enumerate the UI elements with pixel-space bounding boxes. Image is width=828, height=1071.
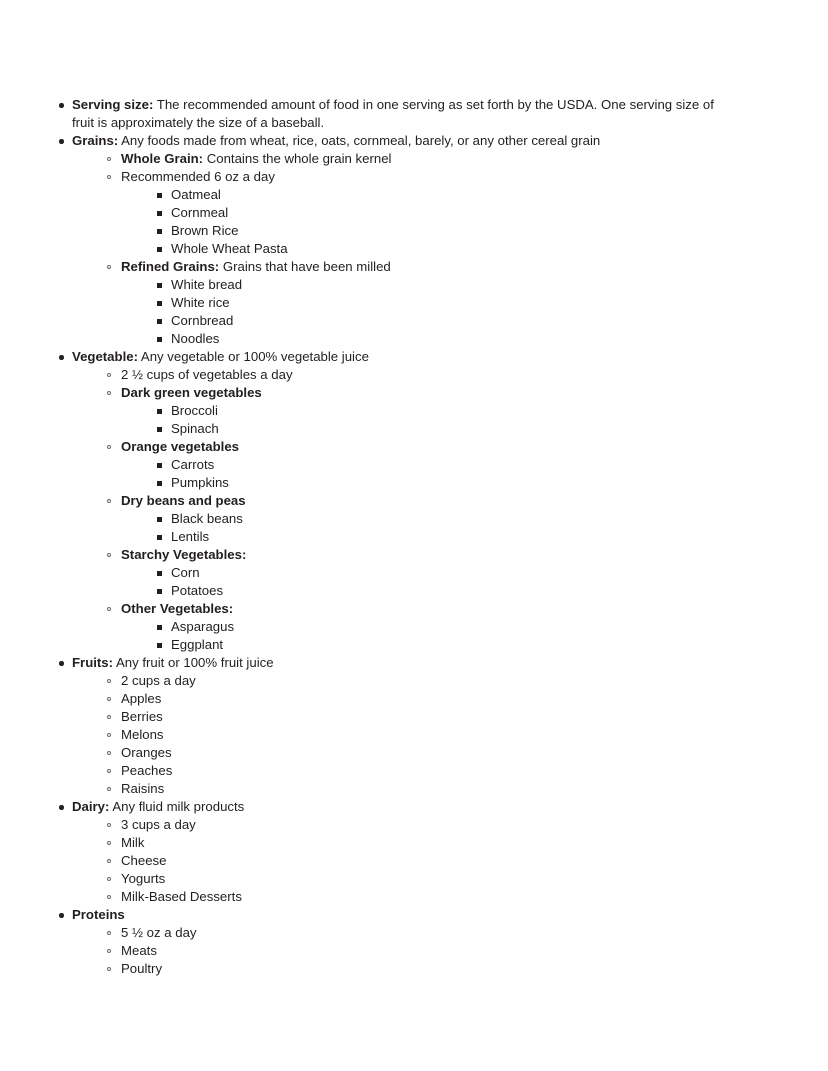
outline-item-text: Any vegetable or 100% vegetable juice [140, 349, 369, 364]
outline-item-row [171, 330, 733, 348]
outline-level-2-list [100, 150, 733, 348]
outline-item-whole-wheat-pasta [151, 240, 733, 258]
outline-item-row [121, 672, 733, 690]
outline-item-white-bread [151, 276, 733, 294]
outline-level-3-list [151, 456, 733, 492]
outline-item-text: Milk-Based Desserts [121, 889, 242, 904]
outline-item-row [171, 510, 733, 528]
outline-item-row [121, 744, 733, 762]
outline-item-row [171, 204, 733, 222]
outline-level-2-list [100, 924, 733, 978]
outline-item-row [121, 870, 733, 888]
outline-item-poultry [100, 960, 733, 978]
outline-item-row [72, 906, 733, 924]
outline-item-black-beans [151, 510, 733, 528]
outline-item-row [171, 564, 733, 582]
outline-item-noodles [151, 330, 733, 348]
outline-item-text: Whole Wheat Pasta [171, 241, 288, 256]
outline-item-row [171, 420, 733, 438]
outline-item-row [121, 600, 733, 618]
outline-item-text: 3 cups a day [121, 817, 196, 832]
outline-item-row [171, 528, 733, 546]
outline-item-text: 2 cups a day [121, 673, 196, 688]
outline-item-text: White bread [171, 277, 243, 292]
outline-item-text: Asparagus [171, 619, 235, 634]
outline-item-eggplant [151, 636, 733, 654]
outline-item-text: Any foods made from wheat, rice, oats, cornmeal, barely, or any other cereal grain [121, 133, 601, 148]
outline-item-text: Broccoli [171, 403, 218, 418]
outline-level-2-list [100, 672, 733, 798]
outline-item-text: Melons [121, 727, 164, 742]
outline-item-row [121, 168, 733, 186]
outline-item-serving-size [52, 96, 733, 132]
outline-item-yogurts [100, 870, 733, 888]
outline-level-3-list [151, 510, 733, 546]
outline-item-label: Serving size: [72, 97, 154, 112]
outline-item-label: Grains: [72, 133, 119, 148]
outline-level-3-list [151, 564, 733, 600]
outline-item-row [121, 888, 733, 906]
outline-item-cornbread [151, 312, 733, 330]
outline-item-3-cups-a-day [100, 816, 733, 834]
outline-item-row [72, 132, 733, 150]
outline-item-2-cups-a-day [100, 672, 733, 690]
outline-item-text: Pumpkins [171, 475, 229, 490]
outline-item-row [72, 798, 733, 816]
outline-item-text: Contains the whole grain kernel [206, 151, 392, 166]
outline-level-1-list [52, 96, 733, 978]
outline-item-peaches [100, 762, 733, 780]
food-groups-outline [52, 96, 733, 978]
outline-item-text: Brown Rice [171, 223, 239, 238]
outline-item-text: Oatmeal [171, 187, 221, 202]
outline-item-text: 5 ½ oz a day [121, 925, 197, 940]
outline-item-brown-rice [151, 222, 733, 240]
outline-item-text: Milk [121, 835, 145, 850]
outline-item-starchy-vegetables [100, 546, 733, 600]
outline-item-text: The recommended amount of food in one serving as set forth by the USDA. One serving size of fruit is approximately the size of a baseball. [72, 97, 714, 130]
outline-item-carrots [151, 456, 733, 474]
outline-item-text: Eggplant [171, 637, 224, 652]
outline-item-row [171, 276, 733, 294]
outline-item-raisins [100, 780, 733, 798]
outline-item-label: Whole Grain: [121, 151, 204, 166]
outline-item-other-vegetables [100, 600, 733, 654]
outline-level-3-list [151, 186, 733, 258]
outline-item-row [121, 546, 733, 564]
outline-level-3-list [151, 276, 733, 348]
outline-item-text: Corn [171, 565, 200, 580]
outline-item-dry-beans-and-peas [100, 492, 733, 546]
outline-item-text: Cornbread [171, 313, 234, 328]
outline-item-row [121, 942, 733, 960]
outline-item-row [121, 960, 733, 978]
outline-item-text: Berries [121, 709, 163, 724]
outline-item-text: Black beans [171, 511, 243, 526]
outline-item-row [121, 852, 733, 870]
outline-item-label: Vegetable: [72, 349, 138, 364]
outline-item-label: Starchy Vegetables: [121, 547, 247, 562]
outline-item-text: White rice [171, 295, 230, 310]
outline-item-label: Other Vegetables: [121, 601, 234, 616]
outline-item-row [72, 348, 733, 366]
outline-item-row [121, 816, 733, 834]
outline-item-corn [151, 564, 733, 582]
outline-item-lentils [151, 528, 733, 546]
outline-item-row [171, 582, 733, 600]
outline-item-text: Oranges [121, 745, 172, 760]
outline-item-text: Raisins [121, 781, 165, 796]
outline-item-text: Meats [121, 943, 157, 958]
outline-item-broccoli [151, 402, 733, 420]
outline-item-row [121, 780, 733, 798]
outline-item-milk-based-desserts [100, 888, 733, 906]
outline-item-berries [100, 708, 733, 726]
outline-item-cornmeal [151, 204, 733, 222]
outline-item-milk [100, 834, 733, 852]
outline-item-row [72, 654, 733, 672]
outline-item-row [171, 636, 733, 654]
outline-item-meats [100, 942, 733, 960]
outline-item-text: Lentils [171, 529, 210, 544]
outline-item-row [171, 456, 733, 474]
outline-item-text: 2 ½ cups of vegetables a day [121, 367, 293, 382]
outline-item-row [121, 726, 733, 744]
outline-item-apples [100, 690, 733, 708]
outline-item-label: Proteins [72, 907, 125, 922]
outline-item-row [72, 96, 733, 132]
outline-item-oatmeal [151, 186, 733, 204]
outline-item-dark-green-vegetables [100, 384, 733, 438]
outline-item-text: Noodles [171, 331, 220, 346]
outline-item-row [121, 366, 733, 384]
outline-item-row [171, 222, 733, 240]
outline-item-cheese [100, 852, 733, 870]
outline-item-row [121, 150, 733, 168]
outline-item-text: Poultry [121, 961, 163, 976]
outline-item-vegetable [52, 348, 733, 654]
outline-item-row [171, 240, 733, 258]
outline-item-row [121, 708, 733, 726]
outline-item-row [121, 384, 733, 402]
outline-level-3-list [151, 402, 733, 438]
outline-item-label: Dry beans and peas [121, 493, 246, 508]
outline-item-text: Any fluid milk products [112, 799, 245, 814]
outline-item-2-cups-of-vegetables-a-day [100, 366, 733, 384]
outline-item-label: Fruits: [72, 655, 114, 670]
outline-item-label: Dairy: [72, 799, 110, 814]
outline-level-3-list [151, 618, 733, 654]
outline-item-whole-grain [100, 150, 733, 168]
outline-item-text: Grains that have been milled [222, 259, 391, 274]
outline-item-pumpkins [151, 474, 733, 492]
outline-item-text: Yogurts [121, 871, 166, 886]
outline-item-text: Potatoes [171, 583, 224, 598]
outline-item-row [121, 762, 733, 780]
outline-item-label: Dark green vegetables [121, 385, 262, 400]
outline-item-dairy [52, 798, 733, 906]
outline-item-row [121, 690, 733, 708]
outline-item-text: Carrots [171, 457, 215, 472]
outline-item-text: Peaches [121, 763, 173, 778]
outline-item-row [121, 924, 733, 942]
outline-item-fruits [52, 654, 733, 798]
outline-level-2-list [100, 366, 733, 654]
outline-item-text: Spinach [171, 421, 219, 436]
outline-item-row [171, 474, 733, 492]
outline-item-row [121, 438, 733, 456]
outline-item-proteins [52, 906, 733, 978]
outline-item-row [171, 312, 733, 330]
outline-item-row [121, 492, 733, 510]
outline-item-spinach [151, 420, 733, 438]
outline-item-refined-grains [100, 258, 733, 348]
outline-item-label: Orange vegetables [121, 439, 240, 454]
outline-item-row [171, 402, 733, 420]
outline-item-text: Any fruit or 100% fruit juice [115, 655, 274, 670]
outline-item-oranges [100, 744, 733, 762]
outline-item-5-oz-a-day [100, 924, 733, 942]
outline-item-white-rice [151, 294, 733, 312]
outline-level-2-list [100, 816, 733, 906]
outline-item-row [171, 294, 733, 312]
outline-item-text: Cheese [121, 853, 167, 868]
outline-item-label: Refined Grains: [121, 259, 220, 274]
outline-item-melons [100, 726, 733, 744]
outline-item-row [121, 258, 733, 276]
outline-item-row [171, 618, 733, 636]
outline-item-text: Recommended 6 oz a day [121, 169, 275, 184]
outline-item-row [121, 834, 733, 852]
outline-item-potatoes [151, 582, 733, 600]
outline-item-row [171, 186, 733, 204]
outline-item-asparagus [151, 618, 733, 636]
outline-item-recommended-6-oz-a-day [100, 168, 733, 258]
outline-item-text: Apples [121, 691, 162, 706]
outline-item-text: Cornmeal [171, 205, 229, 220]
outline-item-orange-vegetables [100, 438, 733, 492]
outline-item-grains [52, 132, 733, 348]
